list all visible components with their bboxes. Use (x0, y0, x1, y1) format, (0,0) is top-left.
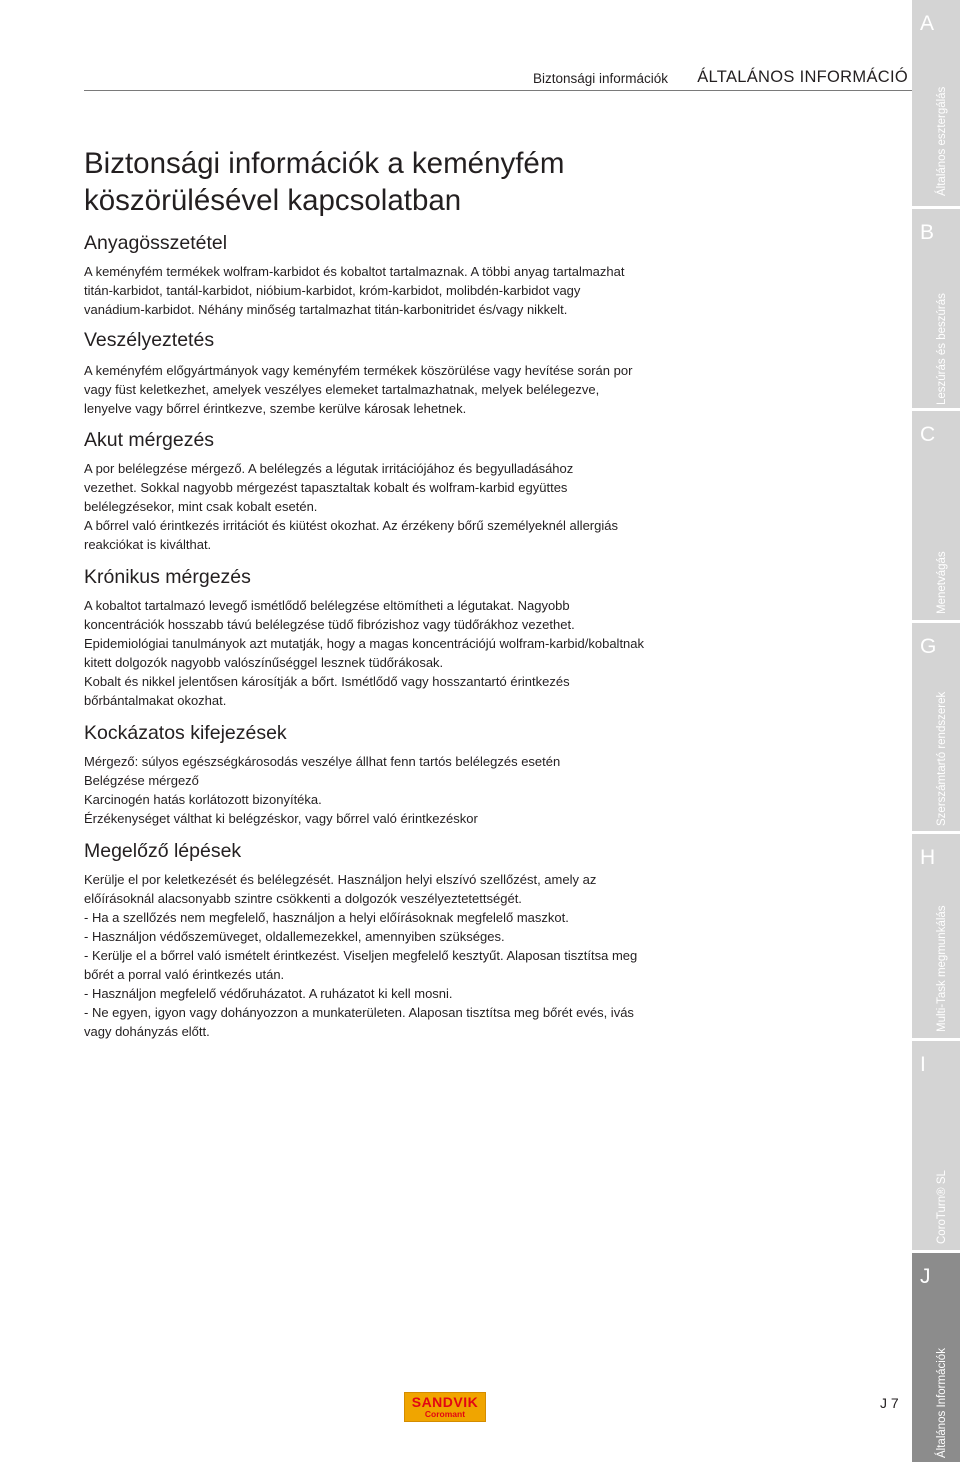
tab-letter: C (920, 423, 936, 446)
header-divider (84, 90, 912, 91)
section-heading: Anyagösszetétel (84, 232, 228, 254)
section-heading: Akut mérgezés (84, 429, 215, 451)
section-body: A por belélegzése mérgező. A belélegzés a légutak irritációjához és begyulladásához vezethet. Sokkal nagyobb mérgezést tapasztaltak kobalt és wolfram-karbid együttes belélegzésekor, mint csak kobalt esetén. A bőrrel való érintkezés irritációt és kiütést okozhat. Az érzékeny bőrű személyeknél allergiás reakciókat is kiválthat. (84, 461, 618, 552)
tab-label: Leszúrás és beszúrás (936, 293, 948, 405)
section-body: A keményfém előgyártmányok vagy keményfém termékek köszörülése vagy hevítése során por vagy füst keletkezhet, amelyek veszélyes elemeket tartalmazhatnak, melyek belélegezve, lenyelve vagy bőrrel érintkezve, szembe kerülve károsak lehetnek. (84, 363, 633, 416)
tab-letter: B (920, 221, 935, 244)
page-number: J 7 (880, 1395, 899, 1411)
tab-label: Általános esztergálás (936, 86, 948, 196)
section-body: A kobaltot tartalmazó levegő ismétlődő belélegzése eltömítheti a légutakat. Nagyobb koncentrációk hosszabb távú belélegzése tüdő fibrózishoz vagy tüdőrákhoz vezethet. Epidemiológiai tanulmányok azt mutatják, hogy a magas koncentrációjú wolfram-karbid/kobaltnak kitett dolgozók nagyobb valószínűséggel lesznek tüdőrákosak. Kobalt és nikkel jelentősen károsítják a bőrt. Ismétlődő vagy hosszantartó érintkezés bőrbántalmakat okozhat. (84, 598, 645, 708)
section-body: Kerülje el por keletkezését és belélegzését. Használjon helyi elszívó szellőzést, amely az előírásoknál alacsonyabb szintre csökkenti a dolgozók veszélyeztetettségét. - Ha a szellőzés nem megfelelő, használjon a helyi előírásoknak megfelelő maszkot. - Használjon védőszemüveget, oldallemezekkel, amennyiben szükséges. - Kerülje el a bőrrel való ismételt érintkezést. Viseljen megfelelő kesztyűt. Alaposan tisztítsa meg bőrét a porral való érintkezés után. - Használjon megfelelő védőruházatot. A ruházatot ki kell mosni. - Ne egyen, igyon vagy dohányozzon a munkaterületen. Alaposan tisztítsa meg bőrét evés, ivás vagy dohányzás előtt. (84, 872, 638, 1039)
main-content (84, 230, 684, 1041)
tab-letter: H (920, 846, 936, 869)
tab-label: Szerszámtartó rendszerek (936, 691, 948, 826)
tab-label: Általános Információk (936, 1348, 948, 1458)
sandvik-coromant-logo (404, 1392, 486, 1422)
section-body: A keményfém termékek wolfram-karbidot és kobaltot tartalmaznak. A többi anyag tartalmazhat titán-karbidot, tantál-karbidot, nióbium-karbidot, króm-karbidot, molibdén-karbidot vagy vanádium-karbidot. Néhány minőség tartalmazhat titán-karbonitridet és/vagy nikkelt. (84, 264, 625, 317)
chapter-tab-b[interactable] (912, 209, 960, 408)
section-heading: Kockázatos kifejezések (84, 722, 287, 744)
header-section-sub: Biztonsági információk (532, 71, 668, 86)
chapter-tab-a[interactable] (912, 0, 960, 206)
section-body: Mérgező: súlyos egészségkárosodás veszélye állhat fenn tartós belélegzés esetén Belégzése mérgező Karcinogén hatás korlátozott bizonyítéka. Érzékenységet válthat ki belégzéskor, vagy bőrrel való érintkezéskor (84, 754, 561, 826)
section-heading: Krónikus mérgezés (84, 566, 251, 588)
chapter-tab-j[interactable] (912, 1253, 960, 1462)
tab-label: Menetvágás (936, 551, 948, 614)
chapter-tab-c[interactable] (912, 411, 960, 620)
chapter-tab-g[interactable] (912, 623, 960, 831)
header-section-title: ÁLTALÁNOS INFORMÁCIÓ (697, 68, 908, 86)
tab-letter: A (920, 12, 935, 35)
section-heading: Veszélyeztetés (84, 329, 215, 351)
chapter-tab-i[interactable] (912, 1041, 960, 1250)
chapter-tab-strip (912, 0, 960, 1462)
tab-label: Multi-Task megmunkálás (936, 905, 948, 1032)
tab-letter: J (920, 1265, 931, 1288)
chapter-tab-h[interactable] (912, 834, 960, 1038)
page-title: Biztonsági információk a keményfém köszörülésével kapcsolatban (84, 147, 565, 217)
tab-letter: G (920, 635, 937, 658)
tab-label: CoroTurn® SL (936, 1170, 948, 1244)
logo-text-brand: SANDVIK (411, 1394, 479, 1410)
section-heading: Megelőző lépések (84, 840, 242, 862)
logo-text-sub: Coromant (424, 1409, 466, 1419)
tab-letter: I (920, 1053, 926, 1076)
